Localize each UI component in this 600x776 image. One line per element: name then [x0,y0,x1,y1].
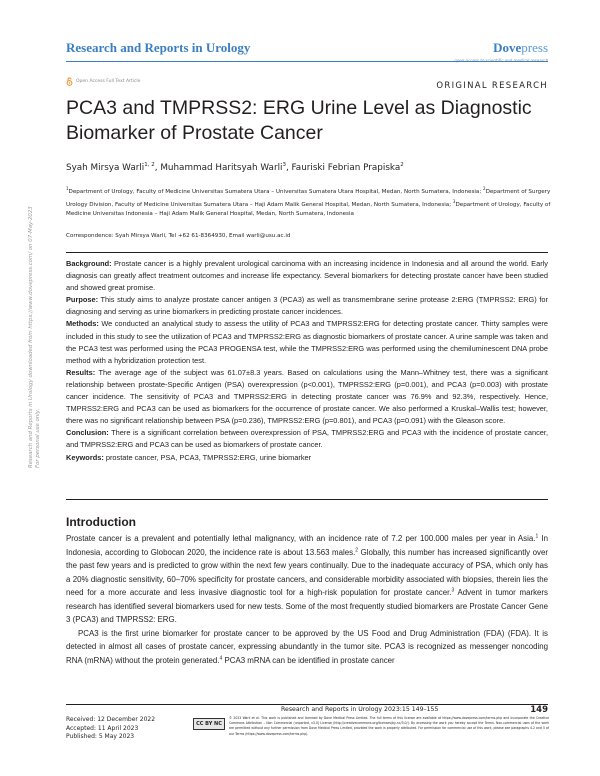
author-name: Fauriski Febrian Prapiska [291,162,401,173]
abstract-bottom-rule [66,499,548,500]
body-text: In Indonesia, according to Globocan 2020, the incidence rate is about 13.563 males. [66,534,548,557]
body-text: PCA3 mRNA can be identified in prostate cancer [222,655,395,665]
body-text: Globally, this number has increased significantly over the past few years and is predicted to grow within the next few years continually. Due to the inadequate accuracy of PSA, which only has a 20% diagnostic sensitivity, 60–70% specificity for prostate cancers, and considerable morbidity associated with biopsies, therein lies the need for a more accurate and less invasive diagnostic tool for a high-risk population for prostate cancer. [66,547,548,598]
section-heading-introduction: Introduction [66,515,136,529]
abstract-label: Methods: [66,319,99,329]
abstract-section [66,367,548,427]
accepted-date: Accepted: 11 April 2023 [66,724,139,732]
abstract-label: Conclusion: [66,428,109,438]
license-text: © 2023 Warli et al. This work is published and licensed by Dove Medical Press Limited. The full terms of this license are available at https://www.dovepress.com/terms.php and incorporate the Creative Commons Attribution – Non Commercial (unported, v3.0) License (http://creativecommons.org/licenses/by-nc/3.0/). By accessing the work you hereby accept the Terms. Non-commercial uses of the work are permitted without any further permission from Dove Medical Press Limited, provided the work is properly attributed. For permission for commercial use of this work, please see paragraphs 4.2 and 5 of our Terms (https://www.dovepress.com/terms.php). [229,716,549,736]
open-access-text: Open Access Full Text Article [76,79,141,84]
author-affiliation-ref: 3 [282,162,286,168]
abstract-section [66,452,548,464]
affiliation-text: Department of Urology, Faculty of Medicine Universitas Indonesia – Haji Adam Malik General Hospital, Medan, North Sumatera, Indonesia [66,202,551,218]
abstract-text: We conducted an analytical study to assess the utility of PCA3 and TMPRSS2:ERG for detecting prostate cancer. Thirty samples were included in this study to see the utilization of PCA3 and TMPRSS2:ERG as diagnostic biomarkers of prostate cancer. A urine sample was taken and the PCA3 test was performed using the PCA3 PROGENSA test, while the TMPRSS2:ERG was performed using the chemiluminescent DNA probe method with a hybridization protection test. [66,319,548,365]
cc-license-badge[interactable]: CC BY NC [193,718,225,730]
download-note: Research and Reports in Urology downloaded from https://www.dovepress.com/ on 07-May-2023 [28,206,34,468]
citation-ref: 4 [219,655,223,662]
abstract-top-rule [66,252,548,253]
footer-rule [66,704,548,705]
author-separator: , [285,162,292,173]
publication-dates [66,716,155,742]
abstract-text: The average age of the subject was 61.07±8.3 years. Based on calculations using the Mann–Whitney test, there was a significant relationship between prostate-Specific Antigen (PSA) overexpression (p<0.001), TMPRSS2:ERG (p=0.001), and PCA3 (p=0.003) with prostate cancer incidence. The sensitivity of PCA3 and TMPRSS2:ERG in detecting prostate cancer was 76.9% and 92.3%, respectively. Hence, TMPRSS2:ERG and PCA3 can be used as biomarkers for the occurrence of prostate cancer. We also performed a Kruskal–Wallis test; however, there was no significant relationship between PSA (p=0.236), TMPRSS2:ERG (p=0.801), and PCA3 (p=0.091) with the Gleason score. [66,367,548,426]
open-access-label [66,77,140,86]
abstract-text: Prostate cancer is a highly prevalent urological carcinoma with an increasing incidence in Indonesia and all around the world. Early diagnosis can greatly affect treatment outcomes and increase life expectancy. Several biomarkers for detecting prostate cancer have been studied and showed great promise. [66,259,548,293]
abstract-label: Keywords: [66,452,104,462]
intro-paragraph-2 [66,627,548,668]
abstract-label: Background: [66,259,112,268]
personal-use-note: For personal use only. [34,408,41,468]
author-name: Syah Mirsya Warli [66,162,145,173]
citation-ref: 2 [355,546,359,553]
brand-light: press [521,40,548,55]
author-affiliation-ref: 1, 2 [144,162,155,168]
author-affiliation-ref: 2 [400,162,404,168]
affiliation-text: Department of Surgery Urology Division, Faculty of Medicine Universitas Sumatera Utara – Haji Adam Malik General Hospital, Medan, North Sumatera, Indonesia; [66,188,551,209]
affiliation-number: 1 [66,186,69,191]
affiliation-text: Department of Urology, Faculty of Medicine Universitas Sumatera Utara – Universitas Sumatera Utara Hospital, Medan, North Sumatera, Indonesia; [68,188,484,195]
abstract-section [66,427,548,451]
page-number: 149 [530,705,548,715]
abstract [66,258,548,464]
download-watermark [28,206,42,468]
body-text: Prostate cancer is a prevalent and potentially lethal malignancy, with an incidence rate of 7.2 per 100.000 males per year in Asia. [66,534,536,543]
header-divider [66,61,548,62]
abstract-section [66,318,548,366]
body-text: Advent in tumor markers research has identified several biomarkers used for new tests. Some of the most frequently studied biomarkers are Prostate Cancer Gene 3 (PCA3) and TMPRSS2: ERG. [66,588,548,625]
body-text: PCA3 is the first urine biomarker for prostate cancer to be approved by the US Food and Drug Administration (FDA) (FDA). It is detected in almost all cases of prostate cancer, expressing abundantly in the tumor site. PCA3 is recognized as messenger noncoding RNA (mRNA) without the protein generated. [66,628,548,665]
open-access-lock-icon [66,77,73,86]
abstract-text: There is a significant correlation between overexpression of PSA, TMPRSS2:ERG and PCA3 with the incidence of prostate cancer, and TMPRSS2:ERG and PCA3 can be used as biomarkers of prostate cancer. [66,428,548,450]
author-name: Muhammad Haritsyah Warli [160,162,283,173]
author-separator: , [154,162,161,173]
citation-ref: 3 [451,587,455,594]
affiliation-number: 3 [452,199,456,205]
footer-journal-citation: Research and Reports in Urology 2023:15 149–155 [281,706,439,713]
affiliation-number: 2 [483,186,486,191]
author-list [66,162,404,173]
introduction-body [66,532,548,667]
abstract-label: Purpose: [66,295,99,305]
journal-name: Research and Reports in Urology [66,40,251,55]
brand-bold: Dove [493,40,522,55]
article-type: ORIGINAL RESEARCH [436,81,548,91]
abstract-section [66,258,548,294]
abstract-label: Results: [66,367,96,377]
publisher-logo[interactable] [454,40,548,63]
intro-paragraph-1 [66,532,548,627]
published-date: Published: 5 May 2023 [66,733,135,740]
correspondence: Correspondence: Syah Mirsya Warli, Tel +62 61-8364930, Email warli@usu.ac.id [66,233,291,239]
abstract-text: prostate cancer, PSA, PCA3, TMPRSS2:ERG, urine biomarker [103,452,312,462]
citation-ref: 1 [535,533,539,540]
received-date: Received: 12 December 2022 [66,716,156,723]
affiliations [66,184,554,220]
abstract-section [66,294,548,318]
abstract-text: This study aims to analyze prostate cancer antigen 3 (PCA3) as well as transmembrane serine protease 2:ERG (TMPRSS2: ERG) for diagnosing and serving as urine biomarkers in predicting prostate cancer incidences. [66,295,548,317]
article-title: PCA3 and TMPRSS2: ERG Urine Level as Diagnostic Biomarker of Prostate Cancer [66,97,532,144]
